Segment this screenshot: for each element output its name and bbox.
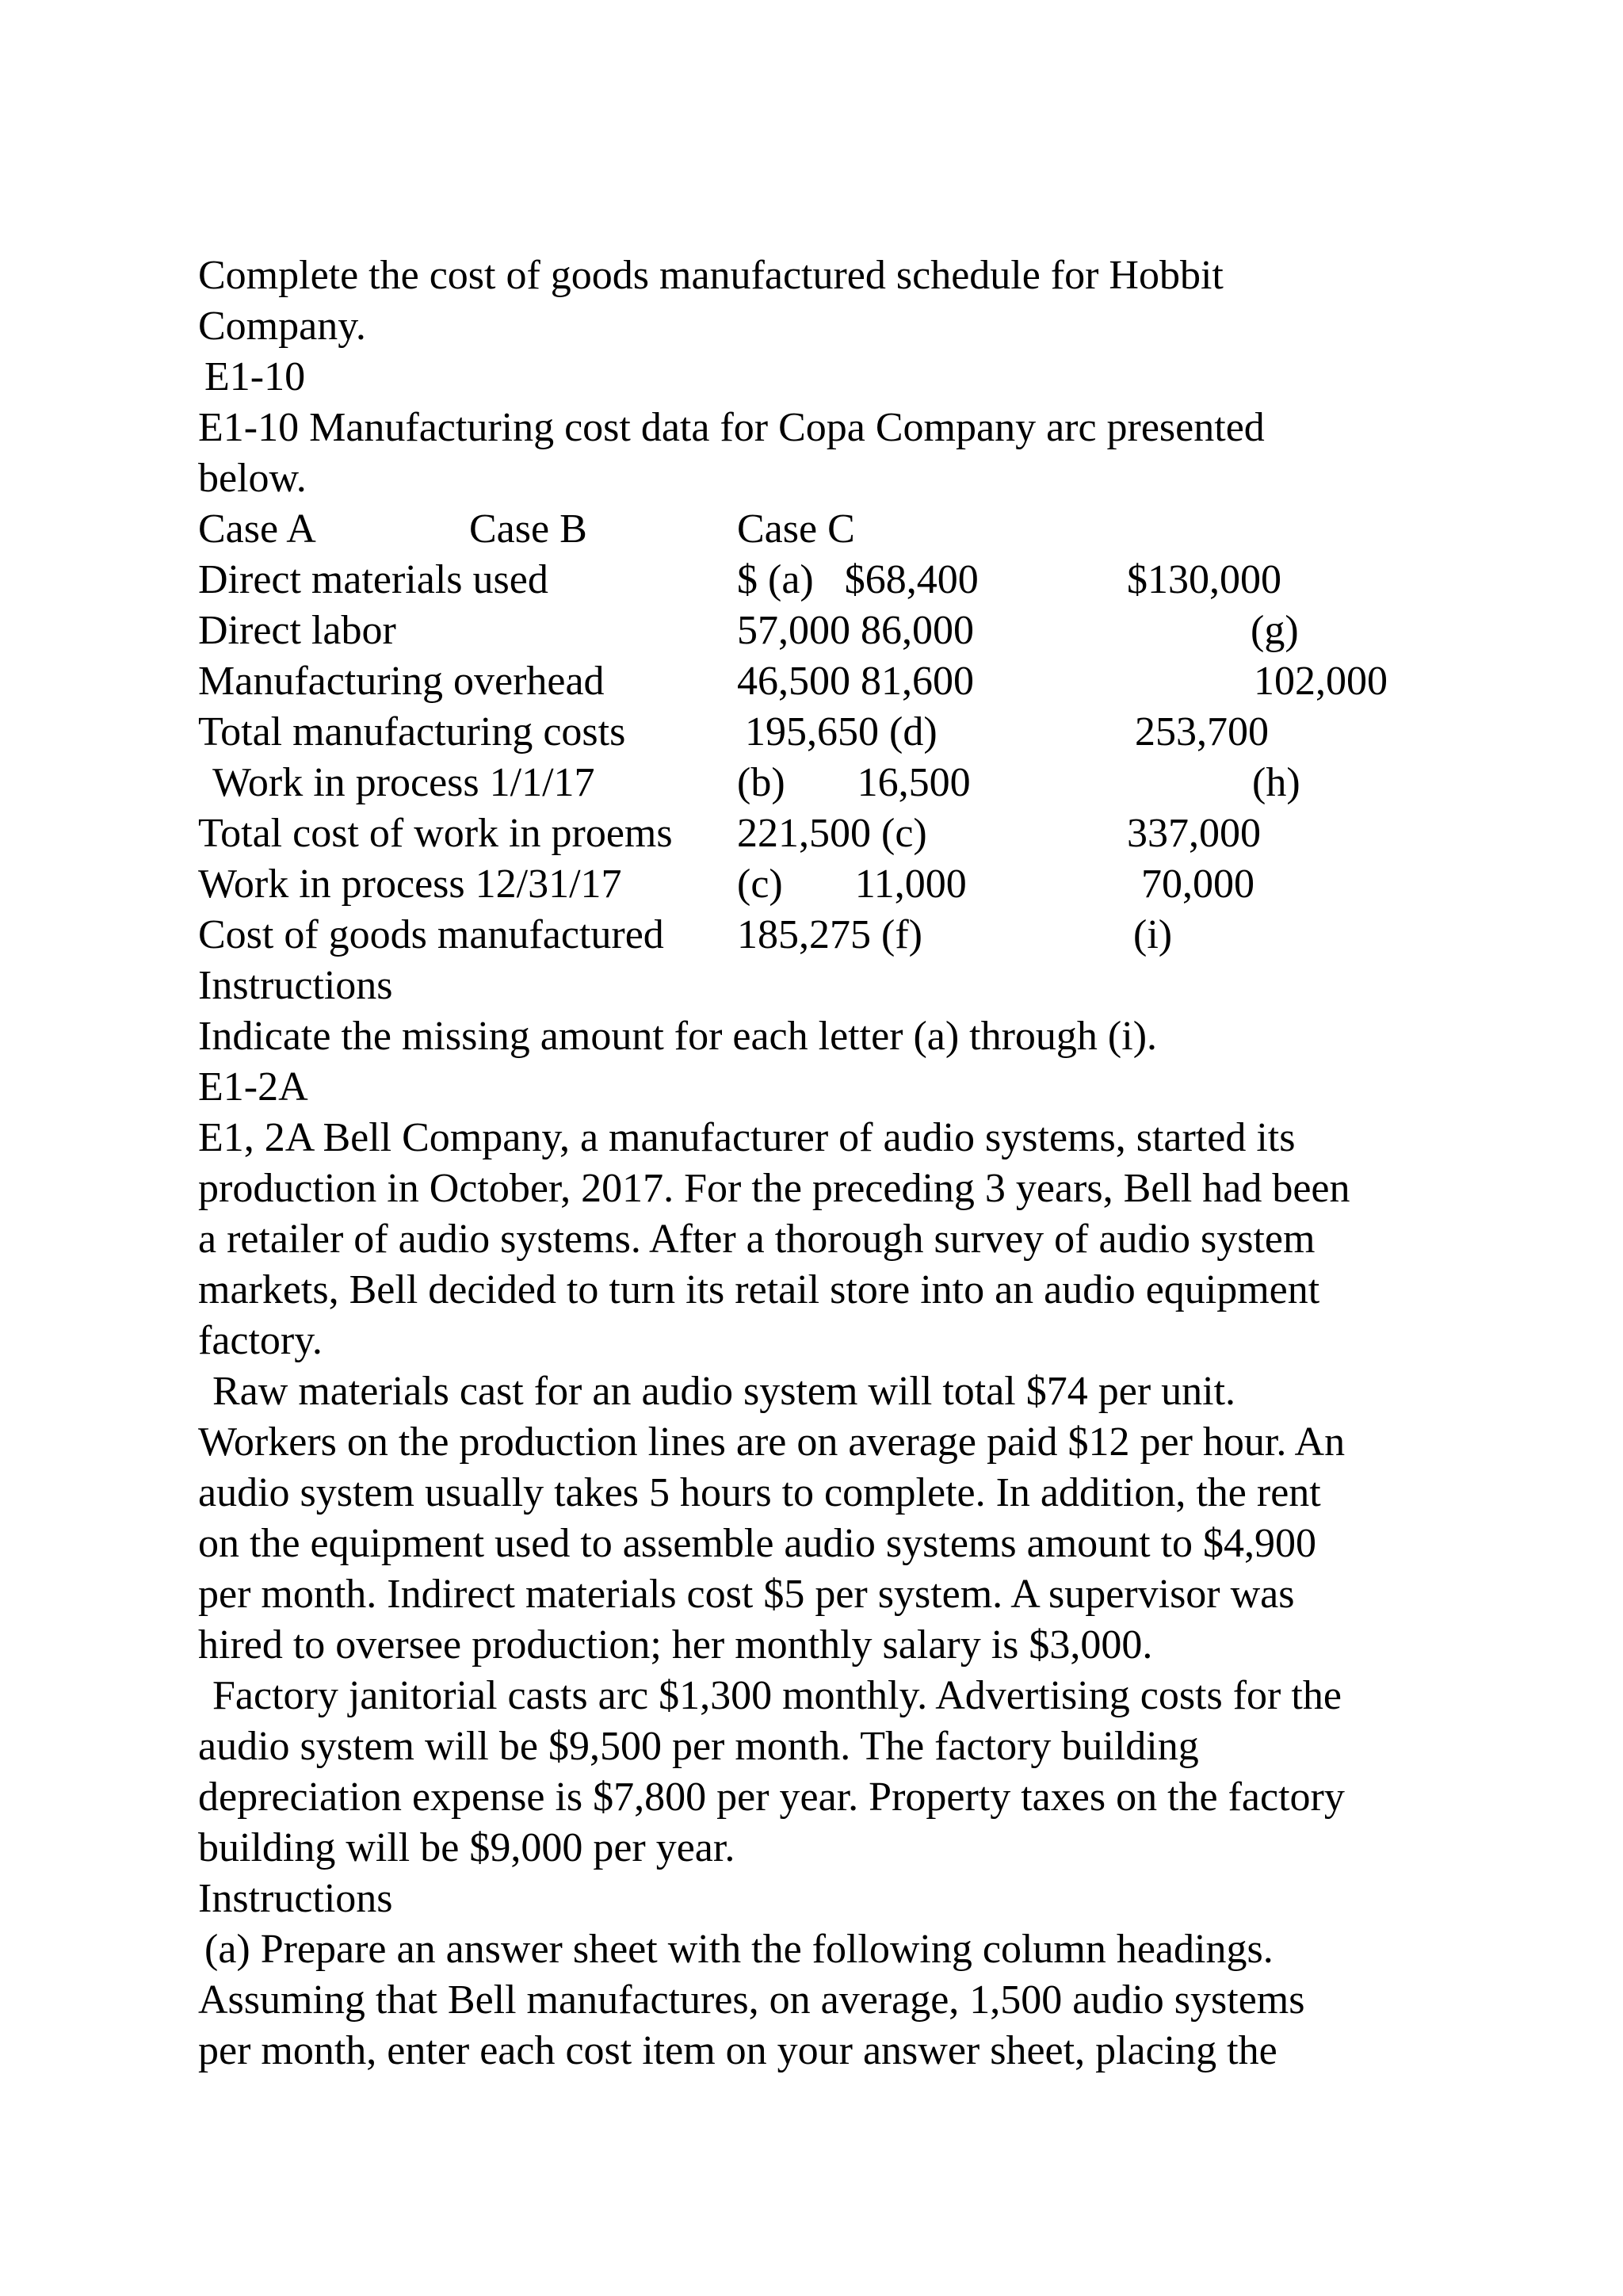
paragraph-line: per month, enter each cost item on your answer sheet, placing the	[198, 2028, 1277, 2073]
intro-line-1: Complete the cost of goods manufactured schedule for Hobbit	[198, 253, 1224, 298]
paragraph-line: factory.	[198, 1318, 323, 1363]
paragraph-line: Factory janitorial casts arc $1,300 monthly. Advertising costs for the	[212, 1673, 1342, 1718]
row-value: $ (a) $68,400	[737, 557, 979, 602]
paragraph-line: markets, Bell decided to turn its retail store into an audio equipment	[198, 1267, 1320, 1312]
paragraph-line: on the equipment used to assemble audio systems amount to $4,900	[198, 1521, 1317, 1566]
row-value: (g)	[1251, 608, 1299, 653]
row-value: 337,000	[1127, 811, 1261, 856]
column-header-case-b: Case B	[469, 506, 587, 552]
paragraph-line: hired to oversee production; her monthly salary is $3,000.	[198, 1622, 1153, 1668]
row-value: 102,000	[1254, 659, 1388, 704]
paragraph-line: Workers on the production lines are on average paid $12 per hour. An	[198, 1419, 1346, 1465]
paragraph-line: audio system usually takes 5 hours to complete. In addition, the rent	[198, 1470, 1321, 1515]
paragraph-line: audio system will be $9,500 per month. The factory building	[198, 1724, 1199, 1769]
paragraph-line: building will be $9,000 per year.	[198, 1825, 735, 1870]
row-value: 253,700	[1135, 709, 1269, 755]
row-label: Direct labor	[198, 608, 396, 653]
row-value: (i)	[1133, 912, 1173, 957]
row-value: (c) 11,000	[737, 861, 967, 907]
paragraph-line: a retailer of audio systems. After a thorough survey of audio system	[198, 1217, 1316, 1262]
row-value: 221,500 (c)	[737, 811, 927, 856]
paragraph-line: Assuming that Bell manufactures, on average, 1,500 audio systems	[198, 1977, 1305, 2023]
row-label: Work in process 1/1/17	[212, 760, 595, 805]
paragraph-line: Raw materials cast for an audio system will total $74 per unit.	[212, 1369, 1236, 1414]
row-value: 70,000	[1141, 861, 1254, 907]
row-value: 57,000 86,000	[737, 608, 974, 653]
e1-10-intro-line-1: E1-10 Manufacturing cost data for Copa Company arc presented	[198, 405, 1265, 450]
row-label: Total manufacturing costs	[198, 709, 626, 755]
intro-line-2: Company.	[198, 304, 366, 349]
instructions-text: Indicate the missing amount for each letter (a) through (i).	[198, 1014, 1158, 1059]
exercise-heading-e1-2a: E1-2A	[198, 1064, 308, 1110]
row-label: Cost of goods manufactured	[198, 912, 664, 957]
paragraph-line: E1, 2A Bell Company, a manufacturer of audio systems, started its	[198, 1115, 1296, 1160]
row-value: (b) 16,500	[737, 760, 971, 805]
row-label: Direct materials used	[198, 557, 548, 602]
row-value: 195,650 (d)	[745, 709, 938, 755]
column-header-case-c: Case C	[737, 506, 855, 552]
instructions-heading: Instructions	[198, 1876, 393, 1921]
row-value: $130,000	[1127, 557, 1281, 602]
row-value: 185,275 (f)	[737, 912, 922, 957]
instructions-heading: Instructions	[198, 963, 393, 1008]
paragraph-line: depreciation expense is $7,800 per year. Property taxes on the factory	[198, 1775, 1345, 1820]
row-value: 46,500 81,600	[737, 659, 974, 704]
paragraph-line: per month. Indirect materials cost $5 per system. A supervisor was	[198, 1572, 1295, 1617]
row-label: Total cost of work in proems	[198, 811, 673, 856]
row-label: Manufacturing overhead	[198, 659, 605, 704]
exercise-heading-e1-10: E1-10	[204, 354, 306, 399]
paragraph-line: production in October, 2017. For the preceding 3 years, Bell had been	[198, 1166, 1350, 1211]
e1-10-intro-line-2: below.	[198, 456, 307, 501]
column-header-case-a: Case A	[198, 506, 316, 552]
paragraph-line: (a) Prepare an answer sheet with the following column headings.	[204, 1927, 1274, 1972]
row-value: (h)	[1252, 760, 1300, 805]
row-label: Work in process 12/31/17	[198, 861, 622, 907]
